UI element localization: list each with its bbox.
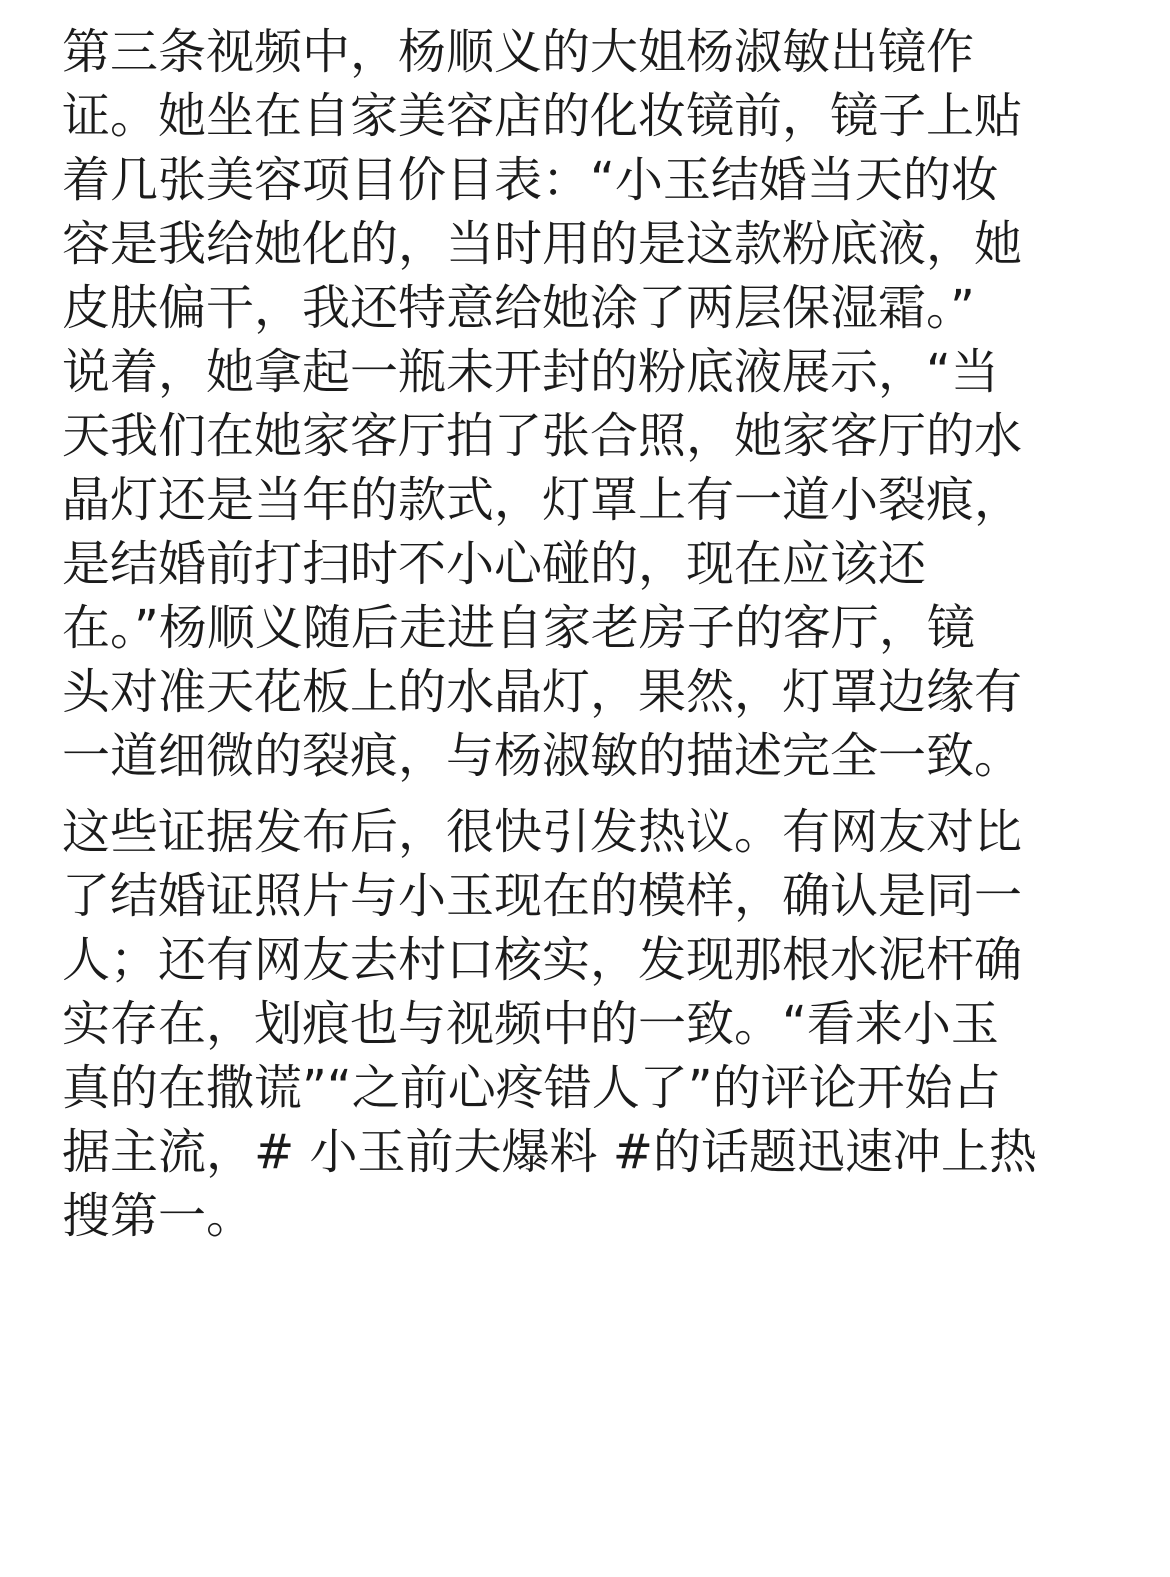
article-body [62,20,1102,1248]
text-line: 容是我给她化的，当时用的是这款粉底液，她 [62,216,1023,272]
text-line: 在。”杨顺义随后走进自家老房子的客厅，镜 [62,600,975,656]
text-line: 实存在，划痕也与视频中的一致。“看来小玉 [62,996,999,1052]
text-line: 一道细微的裂痕，与杨淑敏的描述完全一致。 [62,728,1023,784]
text-line: 皮肤偏干，我还特意给她涂了两层保湿霜。” [62,280,975,336]
text-line: 着几张美容项目价目表：“小玉结婚当天的妆 [62,152,999,208]
text-line: 晶灯还是当年的款式，灯罩上有一道小裂痕， [62,472,1023,528]
paragraph-2 [62,800,1102,1248]
paragraph-spacer [62,788,1102,800]
text-line: 这些证据发布后，很快引发热议。有网友对比 [62,804,1023,860]
text-line: 第三条视频中，杨顺义的大姐杨淑敏出镜作 [62,24,975,80]
text-line: 据主流，# 小玉前夫爆料 #的话题迅速冲上热 [62,1124,1037,1180]
text-line: 说着，她拿起一瓶未开封的粉底液展示，“当 [62,344,999,400]
text-line: 了结婚证照片与小玉现在的模样，确认是同一 [62,868,1023,924]
text-line: 搜第一。 [62,1188,255,1244]
text-line: 人；还有网友去村口核实，发现那根水泥杆确 [62,932,1023,988]
text-line: 是结婚前打扫时不小心碰的，现在应该还 [62,536,927,592]
text-line: 真的在撒谎”“之前心疼错人了”的评论开始占 [62,1060,1001,1116]
paragraph-1 [62,20,1102,788]
text-line: 证。她坐在自家美容店的化妆镜前，镜子上贴 [62,88,1023,144]
text-line: 天我们在她家客厅拍了张合照，她家客厅的水 [62,408,1023,464]
text-line: 头对准天花板上的水晶灯，果然，灯罩边缘有 [62,664,1023,720]
